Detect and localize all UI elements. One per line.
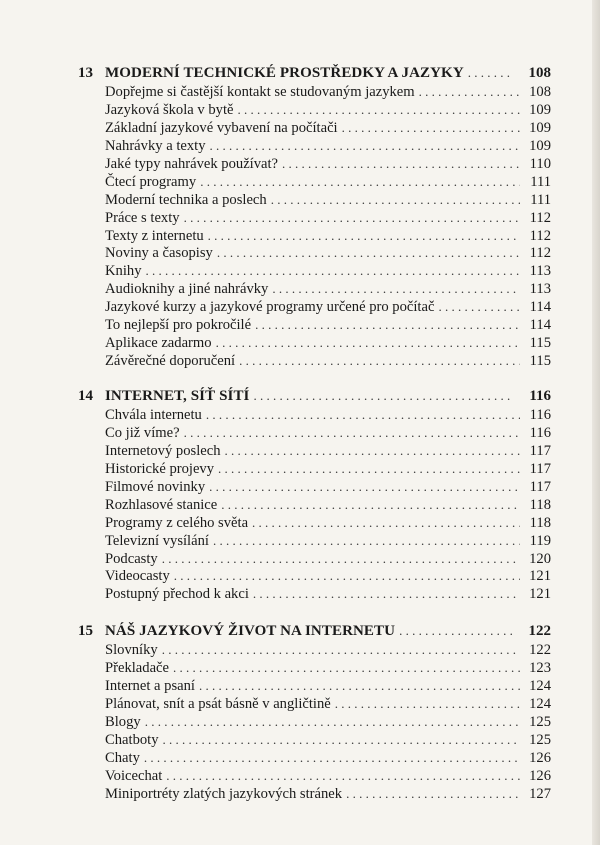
toc-entry: [78, 191, 551, 209]
dot-leader: [144, 749, 520, 767]
dot-leader: [255, 316, 520, 334]
toc-entry: [78, 424, 551, 442]
entry-title: Audioknihy a jiné nahrávky: [105, 281, 269, 298]
entry-title: Moderní technika a poslech: [105, 191, 267, 208]
chapter-15: [78, 620, 551, 802]
toc-entry: [78, 749, 551, 767]
toc-entry: [78, 550, 551, 568]
entry-page-number: 116: [529, 424, 551, 441]
chapter-heading: [78, 62, 551, 83]
dot-leader: [173, 659, 520, 677]
entry-page-number: 109: [529, 119, 551, 136]
entry-page-number: 127: [529, 785, 551, 802]
entry-page-number: 125: [529, 713, 551, 730]
entry-page-number: 112: [529, 227, 551, 244]
dot-leader: [162, 550, 520, 568]
dot-leader: [174, 567, 520, 585]
entry-page-number: 124: [529, 695, 551, 712]
entry-title: Filmové novinky: [105, 478, 206, 495]
entry-page-number: 113: [529, 281, 551, 298]
entry-page-number: 112: [529, 245, 551, 262]
toc-entry: [78, 677, 551, 695]
dot-leader: [208, 227, 520, 245]
toc-entry: [78, 532, 551, 550]
chapter-13: [78, 62, 551, 370]
dot-leader: [221, 496, 520, 514]
entry-page-number: 121: [529, 568, 551, 585]
entry-page-number: 125: [529, 731, 551, 748]
toc-entry: [78, 119, 551, 137]
toc-entry: [78, 280, 551, 298]
chapter-page-number: 122: [528, 623, 551, 639]
entry-page-number: 114: [529, 317, 551, 334]
entry-page-number: 115: [529, 353, 551, 370]
entry-title: Internet a psaní: [105, 677, 195, 694]
toc-entry: [78, 641, 551, 659]
entry-page-number: 126: [529, 767, 551, 784]
chapter-number: 13: [78, 65, 93, 81]
entry-page-number: 111: [530, 173, 551, 190]
toc-entry: [78, 244, 551, 262]
toc-entry: [78, 585, 551, 603]
entry-page-number: 109: [529, 101, 551, 118]
toc-entry: [78, 137, 551, 155]
entry-page-number: 108: [529, 84, 551, 100]
entry-page-number: 124: [529, 677, 551, 694]
toc-entry: [78, 567, 551, 585]
chapter-title: NÁŠ JAZYKOVÝ ŽIVOT NA INTERNETU: [105, 623, 396, 639]
dot-leader: [239, 352, 520, 370]
entry-title: Blogy: [105, 713, 141, 730]
entry-title: Překladače: [105, 659, 170, 676]
dot-leader: [237, 101, 520, 119]
entry-page-number: 118: [529, 514, 551, 531]
dot-leader: [209, 478, 520, 496]
entry-page-number: 113: [529, 263, 551, 280]
toc-entry: [78, 767, 551, 785]
dot-leader: [213, 532, 520, 550]
dot-leader: [206, 406, 520, 424]
toc-entry: [78, 406, 551, 424]
dot-leader: [225, 442, 521, 460]
entry-title: Čtecí programy: [105, 173, 197, 190]
dot-leader: [218, 460, 520, 478]
entry-page-number: 117: [529, 478, 551, 495]
chapter-title: MODERNÍ TECHNICKÉ PROSTŘEDKY A JAZYKY: [105, 65, 464, 81]
dot-leader: [254, 385, 515, 406]
entry-title: Miniportréty zlatých jazykových stránek: [105, 785, 343, 802]
chapter-heading: [78, 385, 551, 406]
entry-page-number: 123: [529, 659, 551, 676]
dot-leader: [342, 119, 520, 137]
entry-title: Knihy: [105, 263, 142, 280]
toc-entry: [78, 83, 551, 101]
dot-leader: [162, 641, 520, 659]
entry-title: Programy z celého světa: [105, 514, 249, 531]
entry-title: Nahrávky a texty: [105, 137, 206, 154]
dot-leader: [200, 173, 520, 191]
entry-title: Slovníky: [105, 642, 158, 658]
entry-page-number: 119: [529, 532, 551, 549]
entry-page-number: 116: [529, 407, 551, 423]
page-edge-shadow: [592, 0, 600, 845]
entry-title: Texty z internetu: [105, 227, 204, 244]
entry-title: Základní jazykové vybavení na počítači: [105, 119, 338, 136]
dot-leader: [419, 83, 520, 101]
dot-leader: [346, 785, 520, 803]
dot-leader: [468, 62, 514, 83]
dot-leader: [145, 262, 520, 280]
dot-leader: [184, 209, 520, 227]
entry-page-number: 110: [529, 155, 551, 172]
dot-leader: [216, 334, 520, 352]
chapter-number: 15: [78, 623, 93, 639]
entry-page-number: 111: [530, 191, 551, 208]
entry-page-number: 109: [529, 137, 551, 154]
entry-title: Rozhlasové stanice: [105, 496, 218, 513]
dot-leader: [282, 155, 520, 173]
entry-page-number: 114: [529, 299, 551, 316]
toc-entry: [78, 262, 551, 280]
dot-leader: [399, 620, 514, 641]
chapter-heading: [78, 620, 551, 641]
entry-page-number: 126: [529, 749, 551, 766]
dot-leader: [145, 713, 520, 731]
entry-page-number: 121: [529, 586, 551, 603]
entry-title: Chatboty: [105, 731, 159, 748]
entry-title: Jazykové kurzy a jazykové programy určené pro počítač: [105, 299, 435, 316]
dot-leader: [166, 767, 520, 785]
dot-leader: [184, 424, 520, 442]
toc-entry: [78, 460, 551, 478]
entry-title: Internetový poslech: [105, 442, 221, 459]
entry-title: Práce s texty: [105, 209, 180, 226]
chapter-page-number: 116: [529, 388, 551, 404]
entry-title: Historické projevy: [105, 460, 215, 477]
toc-entry: [78, 659, 551, 677]
entry-page-number: 122: [529, 642, 551, 658]
entry-title: Co již víme?: [105, 424, 180, 441]
dot-leader: [199, 677, 520, 695]
chapter-page-number: 108: [528, 65, 551, 81]
dot-leader: [438, 298, 520, 316]
entry-title: Chvála internetu: [105, 407, 202, 423]
entry-page-number: 117: [529, 442, 551, 459]
dot-leader: [217, 244, 520, 262]
toc-entry: [78, 334, 551, 352]
entry-title: Videocasty: [105, 568, 170, 585]
entry-page-number: 112: [529, 209, 551, 226]
entry-title: Aplikace zadarmo: [105, 335, 212, 352]
toc-entry: [78, 298, 551, 316]
entry-title: To nejlepší pro pokročilé: [105, 317, 252, 334]
toc-entry: [78, 713, 551, 731]
dot-leader: [210, 137, 521, 155]
entry-title: Voicechat: [105, 767, 163, 784]
toc-entry: [78, 496, 551, 514]
entry-page-number: 117: [529, 460, 551, 477]
toc-entry: [78, 209, 551, 227]
toc-entry: [78, 731, 551, 749]
dot-leader: [253, 585, 520, 603]
entry-title: Televizní vysílání: [105, 532, 209, 549]
dot-leader: [271, 191, 520, 209]
entry-title: Jaké typy nahrávek používat?: [105, 155, 279, 172]
entry-title: Chaty: [105, 749, 140, 766]
chapter-number: 14: [78, 388, 93, 404]
toc-entry: [78, 227, 551, 245]
chapter-14: [78, 385, 551, 603]
toc-entry: [78, 442, 551, 460]
dot-leader: [163, 731, 520, 749]
entry-title: Noviny a časopisy: [105, 245, 213, 262]
entry-title: Závěrečné doporučení: [105, 353, 236, 370]
toc-entry: [78, 316, 551, 334]
entry-page-number: 115: [529, 335, 551, 352]
entry-page-number: 120: [529, 550, 551, 567]
chapter-title: INTERNET, SÍŤ SÍTÍ: [105, 388, 250, 404]
dot-leader: [335, 695, 520, 713]
toc-entry: [78, 352, 551, 370]
entry-title: Postupný přechod k akci: [105, 586, 249, 603]
entry-title: Plánovat, snít a psát básně v angličtině: [105, 695, 331, 712]
toc-entry: [78, 785, 551, 803]
entry-page-number: 118: [529, 496, 551, 513]
toc-entry: [78, 514, 551, 532]
dot-leader: [272, 280, 520, 298]
toc-entry: [78, 695, 551, 713]
toc-entry: [78, 101, 551, 119]
toc-entry: [78, 155, 551, 173]
entry-title: Dopřejme si častější kontakt se studovaným jazykem: [105, 84, 415, 100]
toc-entry: [78, 478, 551, 496]
entry-title: Podcasty: [105, 550, 158, 567]
toc-entry: [78, 173, 551, 191]
dot-leader: [252, 514, 520, 532]
entry-title: Jazyková škola v bytě: [105, 101, 234, 118]
